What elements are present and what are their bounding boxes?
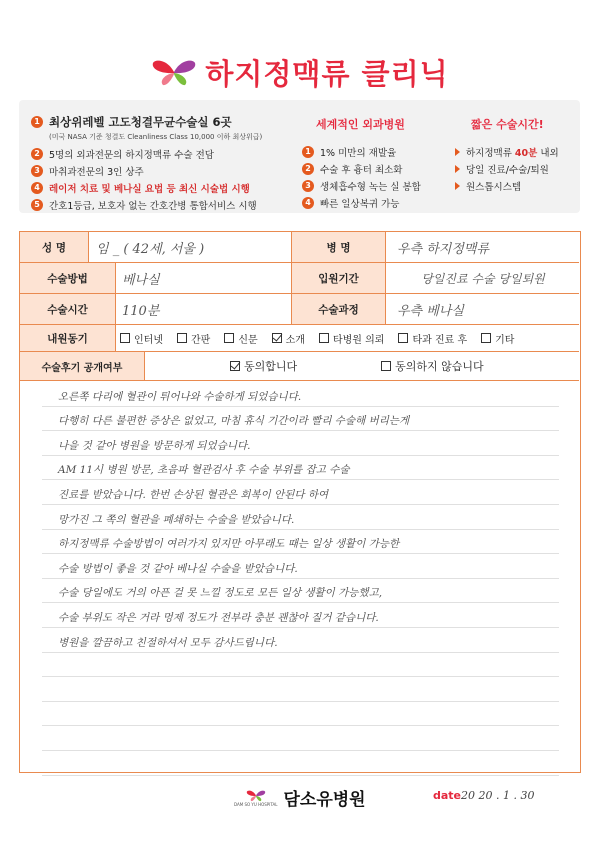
features-col1-heading-row bbox=[31, 114, 306, 130]
motive-option-label: 신문 bbox=[238, 334, 258, 346]
consent-option-label: 동의합니다 bbox=[244, 360, 298, 373]
review-line: 오른쪽 다리에 혈관이 튀어나와 수술하게 되었습니다. bbox=[42, 382, 559, 407]
form-row-motive bbox=[20, 325, 579, 352]
review-line bbox=[42, 751, 559, 776]
number-badge: 1 bbox=[31, 116, 43, 128]
form-row-consent bbox=[20, 352, 579, 381]
triangle-bullet-icon bbox=[455, 148, 460, 156]
feature-text: 생체흡수형 녹는 실 봉합 bbox=[320, 181, 421, 193]
review-line: 나을 것 같아 병원을 방문하게 되었습니다. bbox=[42, 431, 559, 456]
value-time: 110분 bbox=[122, 303, 160, 319]
feature-item bbox=[31, 162, 306, 179]
feature-item bbox=[455, 177, 575, 194]
motive-option[interactable] bbox=[319, 331, 384, 346]
number-badge: 5 bbox=[31, 199, 43, 211]
motive-option-label: 간판 bbox=[190, 334, 211, 346]
consent-option[interactable] bbox=[381, 358, 484, 374]
review-line: 하지정맥류 수술방법이 여러가지 있지만 아무래도 때는 일상 생활이 가능한 bbox=[42, 530, 559, 555]
feature-text bbox=[466, 162, 549, 176]
label-process: 수술과정 bbox=[291, 294, 386, 324]
clinic-title: 하지정맥류 클리닉 bbox=[205, 56, 449, 91]
footer-emblem bbox=[234, 789, 277, 807]
review-line: 진료를 받았습니다. 한번 손상된 혈관은 회복이 안된다 하여 bbox=[42, 480, 559, 505]
feature-text-pre: 원스톱시스템 bbox=[466, 181, 522, 193]
value-method: 베나실 bbox=[122, 272, 160, 288]
motive-option[interactable] bbox=[120, 331, 163, 346]
motive-option[interactable] bbox=[272, 331, 305, 346]
feature-item bbox=[302, 160, 442, 177]
motive-option-label: 소개 bbox=[285, 334, 305, 346]
review-line: 수술 당일에도 거의 아픈 걸 못 느낄 정도로 모든 일상 생활이 가능했고, bbox=[42, 579, 559, 604]
checkbox-icon[interactable] bbox=[319, 333, 329, 343]
feature-text: 레이저 치료 및 베나실 요법 등 최신 시술법 시행 bbox=[49, 183, 250, 195]
review-line bbox=[42, 677, 559, 702]
number-badge: 2 bbox=[31, 148, 43, 160]
features-col-1 bbox=[31, 114, 306, 213]
feature-text bbox=[466, 179, 521, 193]
label-time: 수술시간 bbox=[20, 294, 116, 324]
checkbox-checked-icon[interactable] bbox=[272, 333, 282, 343]
date-value: 20 20 . 1 . 30 bbox=[461, 789, 535, 802]
triangle-bullet-icon bbox=[455, 182, 460, 190]
label-consent: 수술후기 공개여부 bbox=[20, 352, 145, 380]
features-col1-note: (미국 NASA 기준 청결도 Cleanliness Class 10,000 이하 최상위급) bbox=[49, 133, 263, 141]
feature-text-highlight: 40분 bbox=[514, 147, 538, 159]
review-line bbox=[42, 726, 559, 751]
number-badge: 2 bbox=[302, 163, 314, 175]
review-text-area bbox=[42, 382, 559, 776]
motive-option-label: 타병원 의뢰 bbox=[332, 334, 385, 346]
feature-text bbox=[466, 145, 559, 159]
feature-text: 마취과전문의 3인 상주 bbox=[49, 166, 144, 178]
feature-text: 5명의 외과전문의 하지정맥류 수술 전담 bbox=[49, 149, 214, 161]
review-line: 병원을 깔끔하고 친절하셔서 모두 감사드립니다. bbox=[42, 628, 559, 653]
butterfly-logo-icon bbox=[151, 57, 197, 87]
features-col-2 bbox=[302, 116, 442, 211]
feature-text: 1% 미만의 재발율 bbox=[320, 147, 397, 159]
features-col3-list bbox=[455, 143, 575, 194]
motive-options bbox=[120, 325, 528, 351]
form-row-name bbox=[20, 232, 579, 263]
header-logo-row bbox=[0, 52, 600, 92]
features-col-3 bbox=[455, 116, 575, 194]
review-line: 수술 방법이 좋을 것 같아 베나실 수술을 받았습니다. bbox=[42, 554, 559, 579]
consent-options bbox=[230, 352, 498, 380]
checkbox-icon[interactable] bbox=[120, 333, 130, 343]
feature-text: 간호1등급, 보호자 없는 간호간병 통합서비스 시행 bbox=[49, 200, 257, 212]
feature-item bbox=[302, 143, 442, 160]
checkbox-icon[interactable] bbox=[177, 333, 187, 343]
checkbox-icon[interactable] bbox=[398, 333, 408, 343]
number-badge: 4 bbox=[31, 182, 43, 194]
features-col3-heading: 짧은 수술시간! bbox=[471, 118, 544, 131]
review-line: 수술 부위도 작은 거라 멍제 정도가 전부라 충분 괜찮아 질거 같습니다. bbox=[42, 603, 559, 628]
form-row-method bbox=[20, 263, 579, 294]
triangle-bullet-icon bbox=[455, 165, 460, 173]
review-line: AM 11시 병원 방문, 초음파 혈관검사 후 수술 부위를 잡고 수술 bbox=[42, 456, 559, 481]
feature-text-pre: 당일 진료/수술/퇴원 bbox=[466, 164, 549, 176]
review-line: 망가진 그 쪽의 혈관을 폐쇄하는 수술을 받았습니다. bbox=[42, 505, 559, 530]
motive-option-label: 기타 bbox=[495, 334, 515, 346]
number-badge: 1 bbox=[302, 146, 314, 158]
value-name: 임 _ ( 42세, 서울 ) bbox=[96, 241, 205, 257]
feature-item bbox=[455, 160, 575, 177]
review-line bbox=[42, 653, 559, 678]
consent-option-label: 동의하지 않습니다 bbox=[395, 360, 484, 373]
features-col2-list bbox=[302, 143, 442, 211]
footer-logo bbox=[234, 785, 366, 810]
motive-option[interactable] bbox=[398, 331, 467, 346]
date-label: date bbox=[433, 789, 462, 802]
features-col2-heading: 세계적인 외과병원 bbox=[316, 118, 405, 131]
number-badge: 4 bbox=[302, 197, 314, 209]
logo-caption: DAM SO YU HOSPITAL bbox=[234, 801, 278, 807]
label-motive: 내원동기 bbox=[20, 325, 116, 351]
label-name: 성 명 bbox=[20, 232, 89, 262]
feature-text: 수술 후 흉터 최소화 bbox=[320, 164, 403, 176]
form-row-time bbox=[20, 294, 579, 325]
value-disease: 우측 하지정맥류 bbox=[397, 241, 490, 257]
number-badge: 3 bbox=[31, 165, 43, 177]
checkbox-checked-icon[interactable] bbox=[230, 361, 240, 371]
feature-text-post: 내외 bbox=[537, 147, 559, 159]
feature-item bbox=[302, 194, 442, 211]
butterfly-logo-icon bbox=[246, 789, 266, 802]
feature-item bbox=[31, 196, 306, 213]
feature-item bbox=[31, 145, 306, 162]
feature-item bbox=[455, 143, 575, 160]
value-process: 우측 베나실 bbox=[397, 303, 464, 319]
number-badge: 3 bbox=[302, 180, 314, 192]
review-form bbox=[19, 231, 581, 773]
motive-option-label: 인터넷 bbox=[134, 334, 163, 346]
features-col1-list bbox=[31, 145, 306, 213]
checkbox-icon[interactable] bbox=[224, 333, 234, 343]
motive-option[interactable] bbox=[224, 331, 257, 346]
consent-option[interactable] bbox=[230, 358, 297, 374]
checkbox-icon[interactable] bbox=[381, 361, 391, 371]
motive-option[interactable] bbox=[481, 331, 514, 346]
feature-text-pre: 하지정맥류 bbox=[466, 147, 515, 159]
motive-option[interactable] bbox=[177, 331, 210, 346]
label-method: 수술방법 bbox=[20, 263, 116, 293]
feature-item bbox=[302, 177, 442, 194]
checkbox-icon[interactable] bbox=[481, 333, 491, 343]
feature-text: 빠른 일상복귀 가능 bbox=[320, 198, 400, 210]
label-admission: 입원기간 bbox=[291, 263, 386, 293]
label-disease: 병 명 bbox=[291, 232, 386, 262]
hospital-name: 담소유병원 bbox=[283, 790, 366, 810]
review-line: 다행히 다른 불편한 증상은 없었고, 마침 휴식 기간이라 빨리 수술해 버리는게 bbox=[42, 407, 559, 432]
review-line bbox=[42, 702, 559, 727]
feature-item bbox=[31, 179, 306, 196]
features-box bbox=[19, 100, 580, 213]
features-col1-heading: 최상위레벨 고도청결무균수술실 6곳 bbox=[49, 115, 232, 129]
value-admission: 당일진료 수술 당일퇴원 bbox=[421, 271, 545, 286]
motive-option-label: 타과 진료 후 bbox=[412, 334, 468, 346]
